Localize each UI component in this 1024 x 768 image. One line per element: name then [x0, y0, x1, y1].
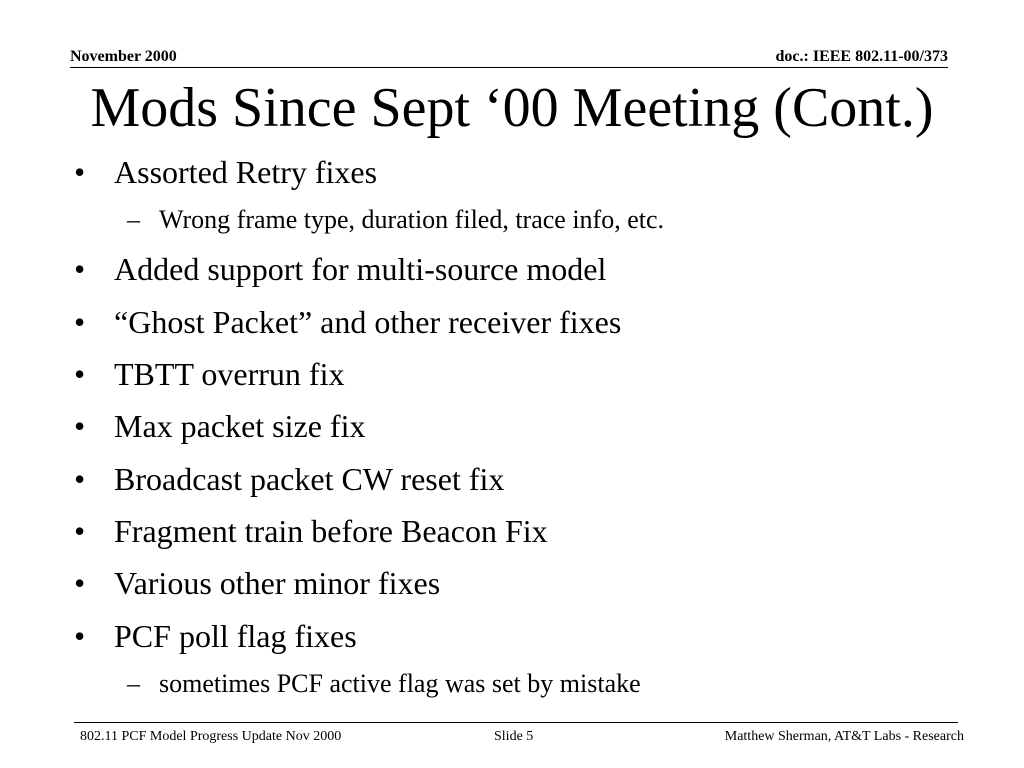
bullet-text: “Ghost Packet” and other receiver fixes [114, 304, 622, 340]
bullet-marker: • [74, 461, 86, 497]
bullet-marker: • [74, 251, 86, 287]
bullet-item [74, 459, 504, 499]
bullet-marker: • [74, 565, 86, 601]
bullet-text: Assorted Retry fixes [114, 154, 378, 190]
bullet-item [74, 616, 357, 656]
dash-marker: – [127, 205, 140, 234]
header-divider [70, 67, 948, 68]
sub-bullet-text: sometimes PCF active flag was set by mistake [159, 669, 641, 698]
bullet-item [74, 249, 606, 289]
sub-bullet-item [127, 668, 641, 700]
bullet-text: Various other minor fixes [114, 565, 441, 601]
bullet-text: Max packet size fix [114, 408, 366, 444]
bullet-marker: • [74, 408, 86, 444]
bullet-item [74, 511, 548, 551]
bullet-text: Added support for multi-source model [114, 251, 607, 287]
footer-author: Matthew Sherman, AT&T Labs - Research [724, 729, 964, 744]
dash-marker: – [127, 669, 140, 698]
footer-presentation-title: 802.11 PCF Model Progress Update Nov 2000 [80, 729, 342, 744]
bullet-marker: • [74, 618, 86, 654]
slide-number: Slide 5 [494, 729, 534, 744]
bullet-text: TBTT overrun fix [114, 356, 345, 392]
footer-divider [74, 722, 958, 723]
slide-title: Mods Since Sept ‘00 Meeting (Cont.) [90, 77, 934, 139]
bullet-item [74, 354, 344, 394]
bullet-marker: • [74, 304, 86, 340]
bullet-text: Broadcast packet CW reset fix [114, 461, 505, 497]
bullet-text: Fragment train before Beacon Fix [114, 513, 548, 549]
bullet-marker: • [74, 154, 86, 190]
header-date: November 2000 [70, 48, 177, 65]
sub-bullet-text: Wrong frame type, duration filed, trace info, etc. [159, 205, 665, 234]
bullet-marker: • [74, 513, 86, 549]
bullet-text: PCF poll flag fixes [114, 618, 357, 654]
bullet-item [74, 302, 621, 342]
sub-bullet-item [127, 204, 664, 236]
bullet-item [74, 406, 365, 446]
header-doc-id: doc.: IEEE 802.11-00/373 [775, 48, 948, 65]
bullet-marker: • [74, 356, 86, 392]
bullet-item [74, 563, 440, 603]
bullet-item [74, 152, 377, 192]
